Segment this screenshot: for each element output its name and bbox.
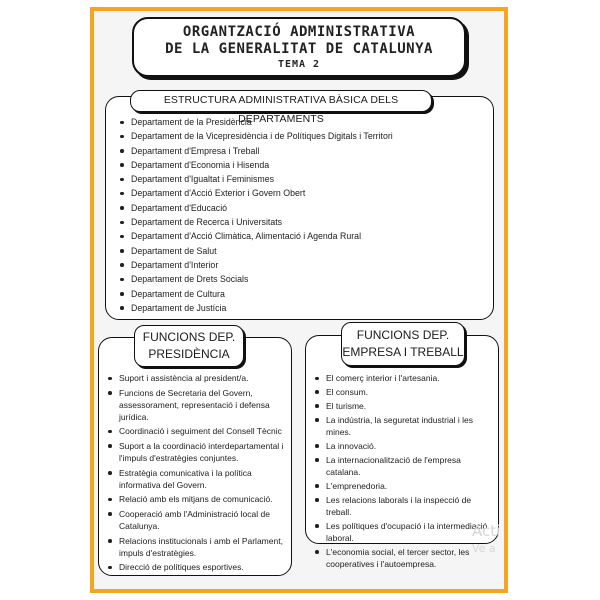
list-item: Departament d'Educació <box>118 201 488 215</box>
list-item: Estratègia comunicativa i la política informativa del Govern. <box>106 467 288 491</box>
empresa-heading-line-2: EMPRESA I TREBALL <box>342 345 464 359</box>
list-item: Departament de Justícia <box>118 301 488 315</box>
presidencia-heading-line-2: PRESIDÈNCIA <box>148 347 230 361</box>
list-item: Relació amb els mitjans de comunicació. <box>106 493 288 505</box>
watermark-line-1: Acti <box>472 522 501 540</box>
list-item: Coordinació i seguiment del Consell Tècnic <box>106 425 288 437</box>
list-item: Funcions de Secretaria del Govern, assessorament, representació i defensa jurídica. <box>106 387 288 424</box>
structure-list <box>118 115 488 315</box>
list-item: Departament de Cultura <box>118 287 488 301</box>
list-item: Departament de Salut <box>118 244 488 258</box>
title-box <box>132 17 466 77</box>
list-item: Relacions institucionals i amb el Parlament, impuls d'estratègies. <box>106 535 288 559</box>
presidencia-list <box>106 372 288 576</box>
list-item: Departament d'Interior <box>118 258 488 272</box>
list-item: Departament de Recerca i Universitats <box>118 215 488 229</box>
list-item: La internacionalització de l'empresa catalana. <box>313 454 495 478</box>
presidencia-heading <box>134 325 244 367</box>
list-item: Cooperació amb l'Administració local de Catalunya. <box>106 508 288 532</box>
empresa-heading <box>341 322 465 366</box>
page-title-line-2: DE LA GENERALITAT DE CATALUNYA <box>165 41 433 57</box>
watermark-line-2: Ve a <box>472 542 496 555</box>
empresa-heading-line-1: FUNCIONS DEP. <box>356 328 450 342</box>
list-item: Departament de la Presidència <box>118 115 488 129</box>
list-item: El consum. <box>313 386 495 398</box>
list-item: Suport a la coordinació interdepartamental i l'impuls d'estratègies conjuntes. <box>106 440 288 464</box>
activation-watermark <box>472 522 532 556</box>
page-title-line-1: ORGANTZACIÓ ADMINISTRATIVA <box>182 24 416 40</box>
list-item: Departament d'Economia i Hisenda <box>118 158 488 172</box>
list-item: El turisme. <box>313 400 495 412</box>
list-item: El comerç interior i l'artesania. <box>313 372 495 384</box>
list-item: La innovació. <box>313 440 495 452</box>
list-item: Suport i assistència al president/a. <box>106 372 288 384</box>
list-item: Direcció de polítiques esportives. <box>106 561 288 573</box>
list-item: Departament d'Igualtat i Feminismes <box>118 172 488 186</box>
page-subtitle: TEMA 2 <box>277 59 321 70</box>
list-item: Departament d'Empresa i Treball <box>118 144 488 158</box>
list-item: Les relacions laborals i la inspecció de treball. <box>313 494 495 518</box>
list-item: Departament d'Acció Climàtica, Alimentació i Agenda Rural <box>118 229 488 243</box>
list-item: Les polítiques d'ocupació i la intermediació laboral. <box>313 520 495 544</box>
list-item: Departament de la Vicepresidència i de Polítiques Digitals i Territori <box>118 129 488 143</box>
list-item: Departament de Drets Socials <box>118 272 488 286</box>
list-item: La indústria, la seguretat industrial i les mines. <box>313 414 495 438</box>
presidencia-heading-line-1: FUNCIONS DEP. <box>142 330 236 344</box>
structure-heading: ESTRUCTURA ADMINISTRATIVA BÀSICA DELS DEPARTAMENTS <box>130 90 432 112</box>
list-item: L'emprenedoria. <box>313 480 495 492</box>
empresa-list <box>313 372 495 572</box>
list-item: Departament d'Acció Exterior i Govern Obert <box>118 186 488 200</box>
list-item: L'economia social, el tercer sector, les cooperatives i l'autoempresa. <box>313 546 495 570</box>
